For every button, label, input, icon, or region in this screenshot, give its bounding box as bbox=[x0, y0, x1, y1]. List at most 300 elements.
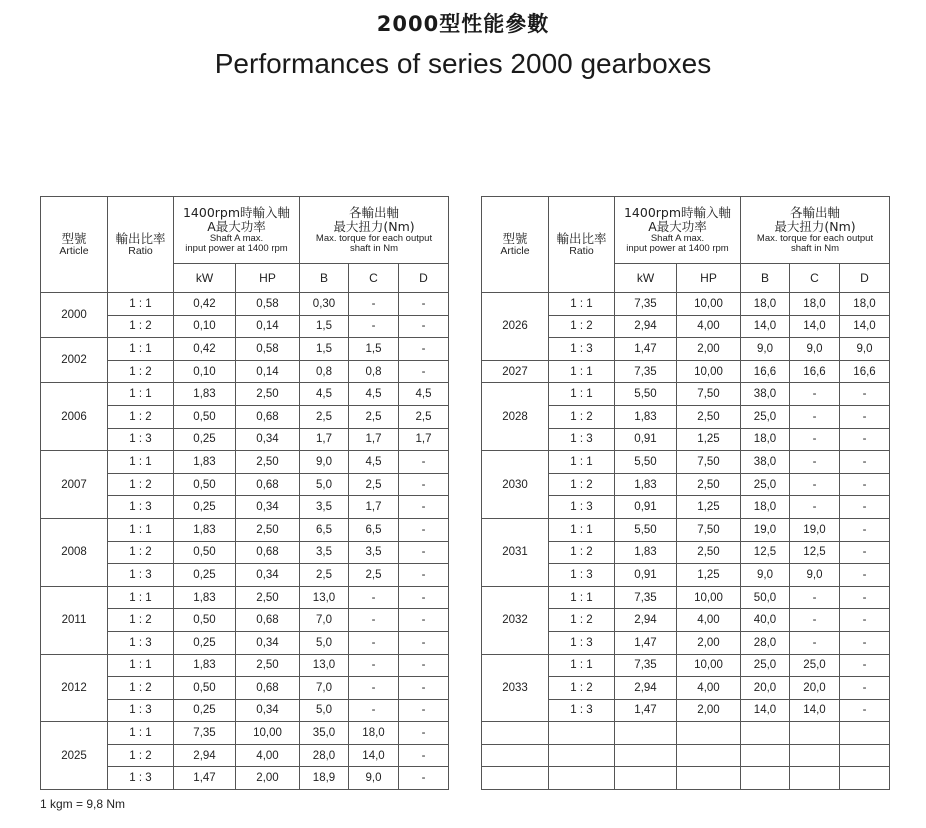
kw-cell: 1,83 bbox=[615, 541, 677, 564]
kw-cell: 0,25 bbox=[174, 631, 236, 654]
b-cell: 28,0 bbox=[300, 744, 349, 767]
ratio-cell: 1 : 1 bbox=[108, 293, 174, 316]
ratio-cell: 1 : 3 bbox=[549, 428, 615, 451]
article-cell: 2027 bbox=[482, 360, 549, 383]
kw-cell: 1,47 bbox=[615, 631, 677, 654]
header-input-power bbox=[615, 197, 741, 264]
empty-cell bbox=[677, 722, 741, 745]
c-cell: - bbox=[349, 315, 399, 338]
kw-cell: 0,42 bbox=[174, 338, 236, 361]
hp-cell: 0,34 bbox=[236, 564, 300, 587]
table-row bbox=[482, 518, 890, 541]
c-cell: 20,0 bbox=[790, 677, 840, 700]
d-cell: - bbox=[840, 677, 890, 700]
header-max-torque bbox=[741, 197, 890, 264]
ratio-cell: 1 : 1 bbox=[549, 518, 615, 541]
c-cell: - bbox=[349, 631, 399, 654]
b-cell: 1,5 bbox=[300, 338, 349, 361]
b-cell: 38,0 bbox=[741, 383, 790, 406]
d-cell: - bbox=[399, 293, 449, 316]
table-row bbox=[41, 654, 449, 677]
b-cell: 35,0 bbox=[300, 722, 349, 745]
hp-cell: 2,00 bbox=[677, 699, 741, 722]
d-cell: - bbox=[399, 518, 449, 541]
hp-cell: 10,00 bbox=[677, 293, 741, 316]
c-cell: - bbox=[790, 496, 840, 519]
page-title-english: Performances of series 2000 gearboxes bbox=[214, 48, 712, 79]
c-cell: 0,8 bbox=[349, 360, 399, 383]
ratio-cell: 1 : 1 bbox=[108, 518, 174, 541]
b-cell: 40,0 bbox=[741, 609, 790, 632]
d-cell: - bbox=[399, 473, 449, 496]
kw-cell: 1,83 bbox=[615, 473, 677, 496]
c-cell: 14,0 bbox=[790, 315, 840, 338]
kw-cell: 5,50 bbox=[615, 383, 677, 406]
hp-cell: 7,50 bbox=[677, 451, 741, 474]
ratio-cell: 1 : 1 bbox=[549, 383, 615, 406]
c-cell: - bbox=[349, 586, 399, 609]
kw-cell: 7,35 bbox=[615, 654, 677, 677]
kw-cell: 0,50 bbox=[174, 473, 236, 496]
empty-cell bbox=[677, 744, 741, 767]
header-torque-en1: Max. torque for each output bbox=[756, 233, 874, 244]
header-torque-en1: Max. torque for each output bbox=[315, 233, 433, 244]
b-cell: 0,8 bbox=[300, 360, 349, 383]
b-cell: 7,0 bbox=[300, 677, 349, 700]
d-cell: 18,0 bbox=[840, 293, 890, 316]
ratio-cell: 1 : 1 bbox=[108, 722, 174, 745]
article-cell: 2030 bbox=[482, 451, 549, 519]
d-cell: - bbox=[399, 677, 449, 700]
header-torque-cn1: 各輸出軸 bbox=[348, 205, 399, 220]
article-cell: 2025 bbox=[41, 722, 108, 790]
c-cell: - bbox=[349, 699, 399, 722]
kw-cell: 0,25 bbox=[174, 496, 236, 519]
header-torque-en2: shaft in Nm bbox=[349, 243, 399, 254]
header-b: B bbox=[300, 264, 349, 293]
hp-cell: 0,14 bbox=[236, 315, 300, 338]
hp-cell: 0,34 bbox=[236, 496, 300, 519]
empty-cell bbox=[840, 744, 890, 767]
b-cell: 1,7 bbox=[300, 428, 349, 451]
b-cell: 19,0 bbox=[741, 518, 790, 541]
c-cell: 1,7 bbox=[349, 496, 399, 519]
c-cell: 4,5 bbox=[349, 383, 399, 406]
c-cell: 9,0 bbox=[790, 338, 840, 361]
d-cell: - bbox=[840, 496, 890, 519]
kw-cell: 1,47 bbox=[615, 338, 677, 361]
kw-cell: 1,83 bbox=[174, 518, 236, 541]
header-b: B bbox=[741, 264, 790, 293]
header-article bbox=[41, 197, 108, 293]
header-ratio bbox=[549, 197, 615, 293]
d-cell: - bbox=[399, 586, 449, 609]
article-cell: 2007 bbox=[41, 451, 108, 519]
hp-cell: 2,50 bbox=[236, 383, 300, 406]
ratio-cell: 1 : 3 bbox=[549, 338, 615, 361]
c-cell: 14,0 bbox=[349, 744, 399, 767]
c-cell: 18,0 bbox=[790, 293, 840, 316]
header-torque-cn1: 各輸出軸 bbox=[789, 205, 840, 220]
kw-cell: 1,83 bbox=[174, 451, 236, 474]
ratio-cell: 1 : 3 bbox=[549, 564, 615, 587]
header-c: C bbox=[349, 264, 399, 293]
performance-table-left bbox=[40, 196, 449, 790]
b-cell: 5,0 bbox=[300, 631, 349, 654]
b-cell: 6,5 bbox=[300, 518, 349, 541]
d-cell: - bbox=[840, 699, 890, 722]
c-cell: - bbox=[790, 451, 840, 474]
hp-cell: 0,68 bbox=[236, 473, 300, 496]
ratio-cell: 1 : 2 bbox=[549, 677, 615, 700]
b-cell: 25,0 bbox=[741, 405, 790, 428]
header-torque-cn2: 最大扭力(Nm) bbox=[333, 219, 415, 234]
article-cell: 2012 bbox=[41, 654, 108, 722]
c-cell: 2,5 bbox=[349, 405, 399, 428]
table-row bbox=[41, 383, 449, 406]
table-row bbox=[482, 360, 890, 383]
hp-cell: 10,00 bbox=[677, 360, 741, 383]
d-cell: - bbox=[399, 315, 449, 338]
hp-cell: 4,00 bbox=[236, 744, 300, 767]
ratio-cell: 1 : 1 bbox=[549, 293, 615, 316]
table-row bbox=[482, 654, 890, 677]
ratio-cell: 1 : 2 bbox=[549, 609, 615, 632]
ratio-cell: 1 : 1 bbox=[549, 654, 615, 677]
empty-cell bbox=[615, 722, 677, 745]
kw-cell: 5,50 bbox=[615, 518, 677, 541]
c-cell: - bbox=[349, 609, 399, 632]
b-cell: 5,0 bbox=[300, 699, 349, 722]
c-cell: 19,0 bbox=[790, 518, 840, 541]
c-cell: - bbox=[349, 654, 399, 677]
ratio-cell: 1 : 2 bbox=[108, 541, 174, 564]
b-cell: 25,0 bbox=[741, 473, 790, 496]
table-row bbox=[41, 338, 449, 361]
ratio-cell: 1 : 3 bbox=[108, 428, 174, 451]
hp-cell: 2,50 bbox=[677, 473, 741, 496]
header-article-en: Article bbox=[59, 245, 89, 257]
header-kw: kW bbox=[174, 264, 236, 293]
d-cell: 4,5 bbox=[399, 383, 449, 406]
c-cell: - bbox=[790, 609, 840, 632]
header-article bbox=[482, 197, 549, 293]
b-cell: 9,0 bbox=[741, 564, 790, 587]
d-cell: - bbox=[840, 564, 890, 587]
b-cell: 18,0 bbox=[741, 293, 790, 316]
header-d: D bbox=[399, 264, 449, 293]
hp-cell: 2,00 bbox=[236, 767, 300, 790]
ratio-cell: 1 : 1 bbox=[549, 451, 615, 474]
header-power-cn1: 1400rpm時輸入軸 bbox=[182, 205, 291, 220]
b-cell: 25,0 bbox=[741, 654, 790, 677]
b-cell: 7,0 bbox=[300, 609, 349, 632]
ratio-cell: 1 : 3 bbox=[549, 699, 615, 722]
empty-cell bbox=[790, 744, 840, 767]
header-hp: HP bbox=[677, 264, 741, 293]
header-max-torque bbox=[300, 197, 449, 264]
c-cell: 4,5 bbox=[349, 451, 399, 474]
d-cell: - bbox=[840, 405, 890, 428]
c-cell: 6,5 bbox=[349, 518, 399, 541]
article-cell: 2011 bbox=[41, 586, 108, 654]
c-cell: - bbox=[790, 405, 840, 428]
b-cell: 14,0 bbox=[741, 699, 790, 722]
d-cell: 14,0 bbox=[840, 315, 890, 338]
c-cell: - bbox=[790, 428, 840, 451]
b-cell: 9,0 bbox=[741, 338, 790, 361]
d-cell: - bbox=[840, 518, 890, 541]
hp-cell: 2,50 bbox=[236, 518, 300, 541]
b-cell: 16,6 bbox=[741, 360, 790, 383]
b-cell: 1,5 bbox=[300, 315, 349, 338]
empty-cell bbox=[615, 767, 677, 790]
header-article-cn: 型號 bbox=[502, 231, 528, 246]
ratio-cell: 1 : 1 bbox=[549, 360, 615, 383]
d-cell: 2,5 bbox=[399, 405, 449, 428]
hp-cell: 1,25 bbox=[677, 428, 741, 451]
header-power-cn2: A最大功率 bbox=[648, 219, 707, 234]
d-cell: - bbox=[399, 722, 449, 745]
b-cell: 0,30 bbox=[300, 293, 349, 316]
d-cell: 9,0 bbox=[840, 338, 890, 361]
empty-row bbox=[482, 722, 890, 745]
c-cell: - bbox=[790, 631, 840, 654]
ratio-cell: 1 : 3 bbox=[108, 564, 174, 587]
article-cell: 2008 bbox=[41, 518, 108, 586]
c-cell: 14,0 bbox=[790, 699, 840, 722]
header-d: D bbox=[840, 264, 890, 293]
page-title-chinese: 2000型性能參數 bbox=[376, 12, 550, 36]
article-cell: 2026 bbox=[482, 293, 549, 361]
header-c: C bbox=[790, 264, 840, 293]
kw-cell: 7,35 bbox=[174, 722, 236, 745]
header-article-cn: 型號 bbox=[61, 231, 87, 246]
d-cell: - bbox=[399, 744, 449, 767]
empty-cell bbox=[615, 744, 677, 767]
b-cell: 9,0 bbox=[300, 451, 349, 474]
hp-cell: 0,34 bbox=[236, 631, 300, 654]
c-cell: 18,0 bbox=[349, 722, 399, 745]
table-row bbox=[482, 383, 890, 406]
d-cell: - bbox=[399, 699, 449, 722]
kw-cell: 1,47 bbox=[615, 699, 677, 722]
ratio-cell: 1 : 2 bbox=[108, 744, 174, 767]
header-power-en1: Shaft A max. bbox=[650, 233, 705, 244]
header-ratio-cn: 輸出比率 bbox=[115, 231, 166, 246]
ratio-cell: 1 : 3 bbox=[549, 631, 615, 654]
ratio-cell: 1 : 3 bbox=[108, 496, 174, 519]
b-cell: 18,0 bbox=[741, 428, 790, 451]
d-cell: 1,7 bbox=[399, 428, 449, 451]
header-power-en2: input power at 1400 rpm bbox=[626, 243, 729, 254]
d-cell: - bbox=[399, 541, 449, 564]
hp-cell: 0,68 bbox=[236, 677, 300, 700]
empty-cell bbox=[741, 722, 790, 745]
ratio-cell: 1 : 1 bbox=[108, 586, 174, 609]
header-ratio-en: Ratio bbox=[128, 245, 153, 257]
d-cell: - bbox=[840, 383, 890, 406]
empty-cell bbox=[549, 722, 615, 745]
empty-cell bbox=[482, 767, 549, 790]
kw-cell: 0,10 bbox=[174, 315, 236, 338]
d-cell: - bbox=[840, 541, 890, 564]
article-cell: 2032 bbox=[482, 586, 549, 654]
empty-row bbox=[482, 767, 890, 790]
hp-cell: 2,50 bbox=[236, 586, 300, 609]
header-article-en: Article bbox=[500, 245, 530, 257]
kw-cell: 7,35 bbox=[615, 293, 677, 316]
d-cell: - bbox=[399, 631, 449, 654]
ratio-cell: 1 : 3 bbox=[549, 496, 615, 519]
kw-cell: 5,50 bbox=[615, 451, 677, 474]
b-cell: 20,0 bbox=[741, 677, 790, 700]
table-row bbox=[41, 293, 449, 316]
article-cell: 2002 bbox=[41, 338, 108, 383]
hp-cell: 10,00 bbox=[677, 654, 741, 677]
ratio-cell: 1 : 2 bbox=[108, 609, 174, 632]
c-cell: 1,7 bbox=[349, 428, 399, 451]
kw-cell: 0,91 bbox=[615, 496, 677, 519]
c-cell: 3,5 bbox=[349, 541, 399, 564]
empty-cell bbox=[741, 744, 790, 767]
ratio-cell: 1 : 1 bbox=[108, 654, 174, 677]
kw-cell: 1,47 bbox=[174, 767, 236, 790]
kw-cell: 2,94 bbox=[615, 315, 677, 338]
b-cell: 2,5 bbox=[300, 564, 349, 587]
d-cell: - bbox=[399, 564, 449, 587]
b-cell: 28,0 bbox=[741, 631, 790, 654]
kw-cell: 0,50 bbox=[174, 541, 236, 564]
hp-cell: 0,58 bbox=[236, 338, 300, 361]
d-cell: - bbox=[840, 451, 890, 474]
hp-cell: 0,14 bbox=[236, 360, 300, 383]
d-cell: - bbox=[399, 654, 449, 677]
b-cell: 2,5 bbox=[300, 405, 349, 428]
c-cell: 2,5 bbox=[349, 473, 399, 496]
b-cell: 3,5 bbox=[300, 541, 349, 564]
b-cell: 4,5 bbox=[300, 383, 349, 406]
c-cell: 25,0 bbox=[790, 654, 840, 677]
empty-row bbox=[482, 744, 890, 767]
empty-cell bbox=[677, 767, 741, 790]
header-power-cn2: A最大功率 bbox=[207, 219, 266, 234]
hp-cell: 4,00 bbox=[677, 315, 741, 338]
b-cell: 50,0 bbox=[741, 586, 790, 609]
d-cell: - bbox=[840, 654, 890, 677]
d-cell: - bbox=[399, 451, 449, 474]
table-row bbox=[41, 451, 449, 474]
ratio-cell: 1 : 3 bbox=[108, 767, 174, 790]
header-power-cn1: 1400rpm時輸入軸 bbox=[623, 205, 732, 220]
d-cell: - bbox=[399, 338, 449, 361]
d-cell: - bbox=[840, 631, 890, 654]
header-power-en2: input power at 1400 rpm bbox=[185, 243, 288, 254]
hp-cell: 10,00 bbox=[236, 722, 300, 745]
b-cell: 5,0 bbox=[300, 473, 349, 496]
kw-cell: 1,83 bbox=[174, 654, 236, 677]
d-cell: - bbox=[399, 360, 449, 383]
ratio-cell: 1 : 2 bbox=[108, 677, 174, 700]
d-cell: - bbox=[840, 586, 890, 609]
c-cell: - bbox=[790, 383, 840, 406]
kw-cell: 1,83 bbox=[615, 405, 677, 428]
c-cell: - bbox=[349, 293, 399, 316]
c-cell: - bbox=[790, 473, 840, 496]
header-power-en1: Shaft A max. bbox=[209, 233, 264, 244]
hp-cell: 2,00 bbox=[677, 338, 741, 361]
ratio-cell: 1 : 3 bbox=[108, 631, 174, 654]
empty-cell bbox=[840, 722, 890, 745]
ratio-cell: 1 : 2 bbox=[549, 473, 615, 496]
hp-cell: 10,00 bbox=[677, 586, 741, 609]
ratio-cell: 1 : 2 bbox=[108, 473, 174, 496]
ratio-cell: 1 : 2 bbox=[108, 360, 174, 383]
d-cell: - bbox=[840, 473, 890, 496]
c-cell: - bbox=[349, 677, 399, 700]
article-cell: 2033 bbox=[482, 654, 549, 722]
article-cell: 2028 bbox=[482, 383, 549, 451]
table-row bbox=[41, 518, 449, 541]
c-cell: 9,0 bbox=[790, 564, 840, 587]
kw-cell: 0,50 bbox=[174, 609, 236, 632]
c-cell: 9,0 bbox=[349, 767, 399, 790]
kw-cell: 2,94 bbox=[615, 677, 677, 700]
table-row bbox=[41, 722, 449, 745]
empty-cell bbox=[549, 767, 615, 790]
empty-cell bbox=[840, 767, 890, 790]
hp-cell: 0,68 bbox=[236, 405, 300, 428]
hp-cell: 1,25 bbox=[677, 496, 741, 519]
b-cell: 18,9 bbox=[300, 767, 349, 790]
hp-cell: 2,50 bbox=[236, 654, 300, 677]
hp-cell: 1,25 bbox=[677, 564, 741, 587]
header-kw: kW bbox=[615, 264, 677, 293]
kw-cell: 0,25 bbox=[174, 699, 236, 722]
kw-cell: 2,94 bbox=[615, 609, 677, 632]
kw-cell: 7,35 bbox=[615, 360, 677, 383]
hp-cell: 0,68 bbox=[236, 609, 300, 632]
kw-cell: 0,91 bbox=[615, 564, 677, 587]
empty-cell bbox=[482, 744, 549, 767]
footnote-unit-conversion: 1 kgm = 9,8 Nm bbox=[40, 797, 126, 811]
d-cell: - bbox=[399, 496, 449, 519]
c-cell: 16,6 bbox=[790, 360, 840, 383]
header-torque-en2: shaft in Nm bbox=[790, 243, 840, 254]
hp-cell: 0,34 bbox=[236, 428, 300, 451]
b-cell: 13,0 bbox=[300, 654, 349, 677]
article-cell: 2000 bbox=[41, 293, 108, 338]
d-cell: - bbox=[399, 767, 449, 790]
kw-cell: 1,83 bbox=[174, 383, 236, 406]
article-cell: 2031 bbox=[482, 518, 549, 586]
b-cell: 12,5 bbox=[741, 541, 790, 564]
empty-cell bbox=[790, 722, 840, 745]
kw-cell: 0,91 bbox=[615, 428, 677, 451]
hp-cell: 2,50 bbox=[677, 541, 741, 564]
hp-cell: 0,58 bbox=[236, 293, 300, 316]
ratio-cell: 1 : 1 bbox=[549, 586, 615, 609]
c-cell: 12,5 bbox=[790, 541, 840, 564]
kw-cell: 1,83 bbox=[174, 586, 236, 609]
c-cell: - bbox=[790, 586, 840, 609]
hp-cell: 2,50 bbox=[677, 405, 741, 428]
hp-cell: 2,00 bbox=[677, 631, 741, 654]
b-cell: 38,0 bbox=[741, 451, 790, 474]
b-cell: 3,5 bbox=[300, 496, 349, 519]
header-ratio-en: Ratio bbox=[569, 245, 594, 257]
b-cell: 13,0 bbox=[300, 586, 349, 609]
